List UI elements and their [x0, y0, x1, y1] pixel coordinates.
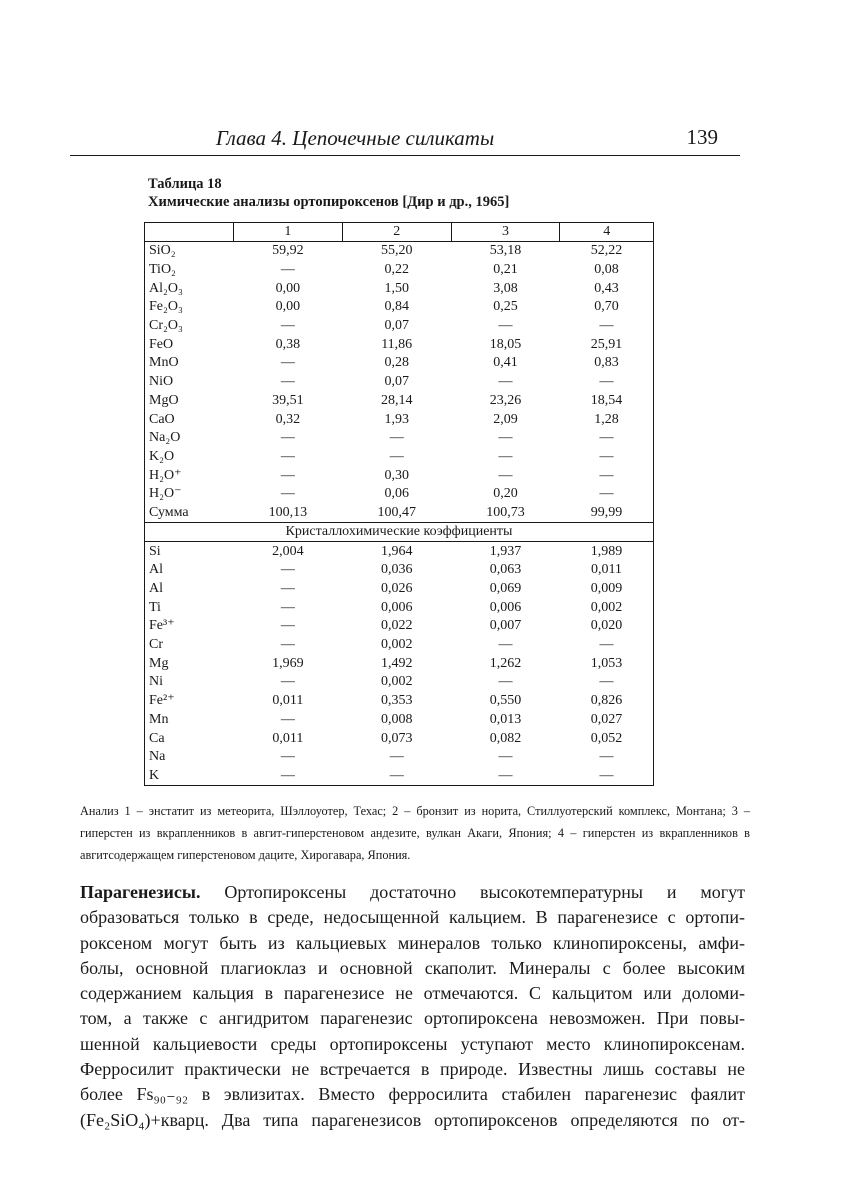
table-cell: — — [599, 430, 614, 446]
table-cell: 0,011 — [590, 562, 622, 578]
row-label: Fe₂O₃ — [149, 299, 183, 315]
table-cell: 0,70 — [594, 299, 619, 315]
table-cell: 0,07 — [384, 374, 409, 390]
table-cell: 1,50 — [384, 280, 409, 296]
row-label: MgO — [149, 392, 179, 408]
table-cell: 0,20 — [493, 486, 518, 502]
table-row — [145, 261, 654, 280]
table-cell: 0,036 — [380, 562, 413, 578]
table-row — [145, 466, 654, 485]
row-label: Cr₂O₃ — [149, 318, 183, 334]
table-cell: 1,964 — [380, 543, 413, 559]
body-paragraph — [80, 880, 745, 1133]
section-label: Кристаллохимические коэффициенты — [145, 523, 654, 542]
table-cell: — — [280, 674, 295, 690]
table-cell: — — [280, 749, 295, 765]
text-line: более Fs₉₀₋₉₂ в эвлизитах. Вместо ферросилита стабилен парагенезис фаялит — [80, 1084, 745, 1105]
table-cell: 2,004 — [272, 543, 304, 559]
table-cell: 0,32 — [275, 411, 301, 427]
table-cell: — — [280, 711, 295, 727]
table-row — [145, 617, 654, 636]
page-number: 139 — [686, 125, 718, 149]
row-label: Ca — [149, 730, 165, 746]
table-cell: 100,47 — [377, 504, 416, 520]
table-cell: 39,51 — [272, 392, 304, 408]
table-cell: 0,25 — [493, 299, 518, 315]
row-label: H₂O⁻ — [149, 486, 182, 502]
table-cell: 0,022 — [380, 618, 413, 634]
table-cell: 1,262 — [489, 655, 522, 671]
text-line: роксеном могут быть из кальциевых минералов только клинопироксены, амфи- — [80, 932, 745, 953]
table-cell: — — [498, 448, 513, 464]
table-row — [145, 561, 654, 580]
table-cell: — — [599, 467, 614, 483]
table-cell: 0,006 — [489, 599, 522, 615]
table-cell: 0,08 — [594, 262, 619, 278]
table-cell: 0,353 — [380, 693, 413, 709]
row-label: Na₂O — [149, 430, 181, 446]
table-row — [145, 354, 654, 373]
table-cell: — — [599, 374, 614, 390]
table-cell: 0,43 — [594, 280, 619, 296]
row-label: CaO — [149, 411, 175, 427]
table-row — [145, 298, 654, 317]
row-label: SiO₂ — [149, 243, 176, 259]
table-row — [145, 729, 654, 748]
row-label: Mn — [149, 711, 169, 727]
table-row — [145, 317, 654, 336]
table-cell: 0,006 — [380, 599, 413, 615]
table-cell: — — [280, 637, 295, 653]
table-cell: 0,06 — [384, 486, 409, 502]
header-rule — [70, 155, 740, 156]
chapter-title: Глава 4. Цепочечные силикаты — [215, 126, 495, 150]
table-row — [145, 392, 654, 411]
table-cell: 0,22 — [384, 262, 409, 278]
column-header — [145, 223, 234, 242]
table-cell: 0,011 — [272, 693, 304, 709]
table-cell: 0,013 — [489, 711, 522, 727]
lead-term: Парагенезисы. — [80, 882, 201, 902]
table-cell: 1,989 — [590, 543, 623, 559]
row-label: Si — [149, 543, 161, 559]
table-cell: — — [498, 467, 513, 483]
table-cell: 53,18 — [489, 243, 522, 259]
table-row — [145, 373, 654, 392]
section-row — [145, 523, 654, 542]
row-label: Na — [149, 749, 166, 765]
row-label: Сумма — [149, 504, 189, 520]
column-header: 2 — [342, 223, 451, 242]
row-label: TiO₂ — [149, 262, 176, 278]
table-footnote: Анализ 1 – энстатит из метеорита, Шэллоуотер, Техас; 2 – бронзит из норита, Стиллуотерский комплекс, Монтана; 3 – гиперстен из вкрапленников в авгит-гиперстеновом андезите, вулкан Акаги, Япония; 4 – гиперстен из вкрапленников в авгитсодержащем гиперстеновом даците, Хирогавара, Япония. — [80, 804, 750, 862]
table-cell: 0,41 — [493, 355, 518, 371]
row-label: Fe²⁺ — [149, 693, 175, 709]
table-cell: 0,026 — [380, 581, 413, 597]
table-cell: — — [280, 618, 295, 634]
table-header-row — [145, 223, 654, 242]
table-cell: — — [280, 430, 295, 446]
table-cell: 1,969 — [272, 655, 304, 671]
table-cell: 1,937 — [489, 543, 522, 559]
table-cell: — — [599, 749, 614, 765]
table-cell: — — [389, 448, 404, 464]
table-cell: 0,002 — [590, 599, 623, 615]
analysis-table — [144, 222, 654, 786]
table-cell: 11,86 — [381, 336, 413, 352]
table-cell: 0,011 — [272, 730, 304, 746]
row-label: Mg — [149, 655, 169, 671]
table-row — [145, 692, 654, 711]
table-cell: 3,08 — [493, 280, 518, 296]
row-label: Al — [149, 581, 163, 597]
table-cell: — — [599, 637, 614, 653]
text-run: Ортопироксены достаточно высокотемпературны и могут — [200, 882, 745, 902]
table-cell: — — [599, 448, 614, 464]
table-cell: — — [498, 767, 513, 783]
table-cell: 18,05 — [489, 336, 522, 352]
table-cell: — — [280, 486, 295, 502]
row-label: Fe³⁺ — [149, 618, 175, 634]
table-cell: — — [599, 318, 614, 334]
table-cell: — — [498, 637, 513, 653]
table-cell: 1,053 — [590, 655, 623, 671]
text-line: образоваться только в среде, недосыщенной кальцием. В парагенезисе с ортопи- — [80, 907, 745, 928]
table-cell: 0,826 — [590, 693, 623, 709]
row-label: Al — [149, 562, 163, 578]
table-cell: 0,28 — [384, 355, 409, 371]
table-cell: — — [498, 749, 513, 765]
table-cell: — — [498, 318, 513, 334]
table-row — [145, 242, 654, 261]
row-label: MnO — [149, 355, 179, 371]
table-row — [145, 673, 654, 692]
table-cell: — — [389, 749, 404, 765]
table-cell: — — [498, 674, 513, 690]
table-cell: — — [599, 674, 614, 690]
row-label: Cr — [149, 637, 163, 653]
table-cell: — — [498, 374, 513, 390]
table-cell: 0,550 — [489, 693, 522, 709]
table-cell: — — [599, 767, 614, 783]
table-cell: 0,069 — [489, 581, 522, 597]
table-cell: 55,20 — [380, 243, 413, 259]
table-cell: — — [280, 318, 295, 334]
table-cell: 0,073 — [380, 730, 413, 746]
table-cell: 1,28 — [594, 411, 619, 427]
column-header: 1 — [234, 223, 343, 242]
table-cell: 0,052 — [590, 730, 623, 746]
page-header — [70, 122, 740, 156]
table-cell: — — [498, 430, 513, 446]
row-label: K — [149, 767, 160, 783]
text-line: болы, основной плагиоклаз и основной скаполит. Минералы с более высоким — [80, 957, 745, 978]
table-cell: — — [389, 430, 404, 446]
table-cell: 23,26 — [489, 392, 522, 408]
table-cell: — — [280, 355, 295, 371]
table-label: Таблица 18 — [148, 176, 222, 192]
table-cell: 100,13 — [268, 504, 308, 520]
table-row — [145, 748, 654, 767]
table-cell: 0,07 — [384, 318, 409, 334]
table-cell: — — [599, 486, 614, 502]
text-line: том, а также с ангидритом парагенезис ортопироксена невозможен. При повы- — [80, 1008, 745, 1029]
row-label: H₂O⁺ — [149, 467, 182, 483]
table-cell: — — [280, 467, 295, 483]
table-cell: 0,008 — [380, 711, 413, 727]
row-label: Ni — [149, 674, 163, 690]
row-label: Al₂O₃ — [149, 280, 183, 296]
row-label: FeO — [149, 336, 174, 352]
row-label: NiO — [149, 374, 174, 390]
table-cell: — — [280, 767, 295, 783]
table-cell: 0,38 — [275, 336, 301, 352]
text-line — [80, 880, 745, 905]
table-cell: 0,063 — [489, 562, 522, 578]
table-row — [145, 580, 654, 599]
table-cell: — — [280, 374, 295, 390]
table-cell: — — [280, 262, 295, 278]
table-cell: 0,007 — [489, 618, 522, 634]
table-cell: 99,99 — [590, 504, 623, 520]
table-cell: 28,14 — [380, 392, 413, 408]
table-cell: — — [280, 599, 295, 615]
table-cell: 18,54 — [590, 392, 623, 408]
table-row — [145, 636, 654, 655]
table-cell: 1,492 — [380, 655, 413, 671]
row-label: K₂O — [149, 448, 175, 464]
table-cell: 0,082 — [489, 730, 522, 746]
table-title: Химические анализы ортопироксенов [Дир и др., 1965] — [148, 194, 510, 210]
table-cell: 0,009 — [590, 581, 623, 597]
table-cell: — — [280, 562, 295, 578]
text-line: Ферросилит практически не встречается в природе. Известны лишь составы не — [80, 1059, 745, 1080]
table-cell: 0,002 — [380, 637, 413, 653]
table-row — [145, 448, 654, 467]
table-row — [145, 410, 654, 429]
table-cell: 0,027 — [590, 711, 623, 727]
table-cell: — — [280, 581, 295, 597]
table-cell: 0,00 — [275, 280, 301, 296]
table-cell: 0,00 — [275, 299, 301, 315]
table-row — [145, 504, 654, 523]
text-line: содержанием кальция в парагенезисе не отмечаются. С кальцитом или доломи- — [80, 983, 745, 1004]
table-cell: 0,21 — [493, 262, 518, 278]
table-row — [145, 279, 654, 298]
table-cell: 0,020 — [590, 618, 623, 634]
table-cell: 100,73 — [486, 504, 525, 520]
row-label: Ti — [149, 599, 161, 615]
table-cell: 1,93 — [384, 411, 409, 427]
text-line: (Fe₂SiO₄)+кварц. Два типа парагенезисов ортопироксенов определяются по от- — [80, 1109, 745, 1130]
text-line: шенной кальциевости среды ортопироксены уступают место клинопироксенам. — [80, 1033, 745, 1054]
table-row — [145, 767, 654, 786]
table-row — [145, 542, 654, 561]
column-header: 3 — [451, 223, 560, 242]
table-row — [145, 598, 654, 617]
table-row — [145, 335, 654, 354]
table-cell: 59,92 — [272, 243, 304, 259]
table-cell: 0,83 — [594, 355, 619, 371]
column-header: 4 — [560, 223, 654, 242]
table-cell: — — [389, 767, 404, 783]
table-cell: — — [280, 448, 295, 464]
table-cell: 0,84 — [384, 299, 409, 315]
table-caption — [148, 175, 509, 211]
table-row — [145, 429, 654, 448]
table-cell: 25,91 — [590, 336, 623, 352]
table-row — [145, 711, 654, 730]
table-cell: 0,002 — [380, 674, 413, 690]
table-cell: 52,22 — [590, 243, 623, 259]
table-cell: 0,30 — [384, 467, 409, 483]
table-row — [145, 485, 654, 504]
table-cell: 2,09 — [493, 411, 518, 427]
table-row — [145, 654, 654, 673]
